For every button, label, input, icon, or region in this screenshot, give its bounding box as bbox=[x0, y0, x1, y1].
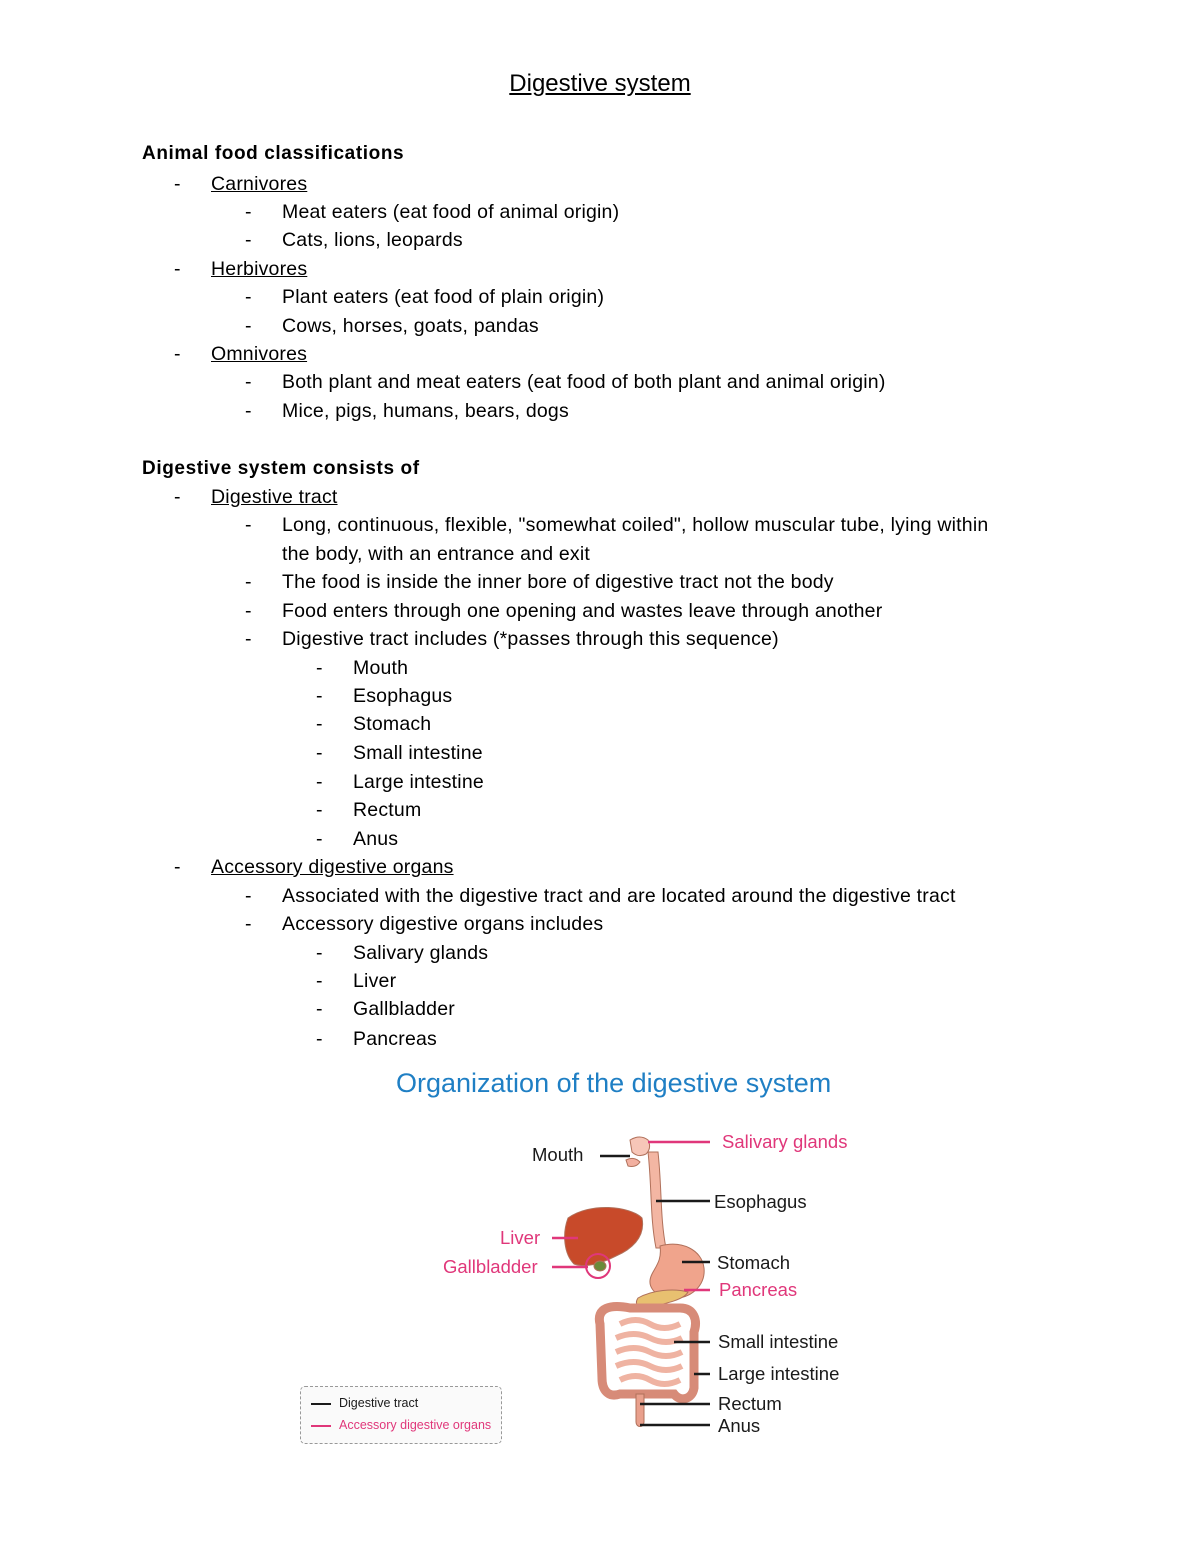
organ-drawing bbox=[565, 1137, 705, 1427]
digestive-system-figure bbox=[290, 1068, 870, 1458]
list-item-continuation: the body, with an entrance and exit bbox=[282, 543, 591, 565]
list-item-label: Digestive tract bbox=[211, 486, 338, 508]
page-title: Digestive system bbox=[509, 70, 691, 97]
label-large-intestine: Large intestine bbox=[718, 1363, 840, 1384]
label-small-intestine: Small intestine bbox=[718, 1331, 839, 1352]
list-item-label: Omnivores bbox=[211, 343, 308, 365]
legend-swatch bbox=[311, 1403, 331, 1405]
list-item-label: Accessory digestive organs bbox=[211, 856, 454, 878]
list-item-label: Carnivores bbox=[211, 173, 308, 195]
label-stomach: Stomach bbox=[717, 1252, 791, 1273]
section-heading-digestive-system: Digestive system consists of bbox=[142, 458, 420, 479]
label-anus: Anus bbox=[718, 1415, 761, 1436]
label-gallbladder: Gallbladder bbox=[443, 1256, 538, 1277]
legend-item-accessory: Accessory digestive organs bbox=[311, 1418, 491, 1432]
legend-swatch bbox=[311, 1425, 331, 1427]
label-salivary-glands: Salivary glands bbox=[722, 1131, 848, 1152]
figure-legend bbox=[300, 1386, 502, 1444]
label-rectum: Rectum bbox=[718, 1393, 782, 1414]
list-item-label: Herbivores bbox=[211, 258, 308, 280]
label-liver: Liver bbox=[500, 1227, 541, 1248]
label-pancreas: Pancreas bbox=[719, 1279, 798, 1300]
label-esophagus: Esophagus bbox=[714, 1191, 807, 1212]
section-heading-food-classifications: Animal food classifications bbox=[142, 143, 405, 164]
legend-item-tract: Digestive tract bbox=[311, 1396, 418, 1410]
figure-title: Organization of the digestive system bbox=[396, 1068, 832, 1098]
label-mouth: Mouth bbox=[532, 1144, 584, 1165]
